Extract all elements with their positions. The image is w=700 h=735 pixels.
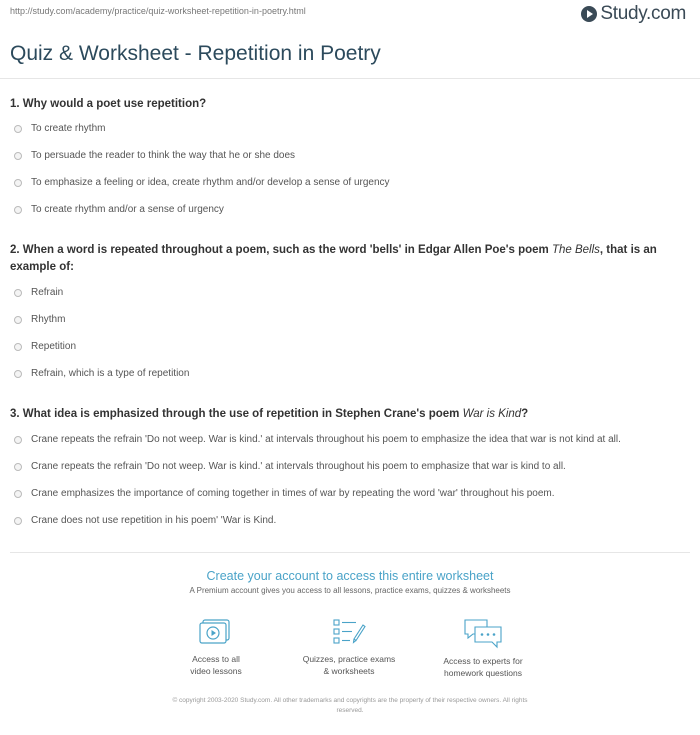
radio-icon[interactable] bbox=[14, 463, 22, 471]
radio-icon[interactable] bbox=[14, 316, 22, 324]
question-3-option-2[interactable]: Crane repeats the refrain 'Do not weep. War is kind.' at intervals throughout his poem to emphasize that war is kind to all. bbox=[14, 461, 566, 472]
radio-icon[interactable] bbox=[14, 517, 22, 525]
radio-icon[interactable] bbox=[14, 370, 22, 378]
copyright: © copyright 2003-2020 Study.com. All other trademarks and copyrights are the property of their respective owners. All rights reserved. bbox=[172, 697, 528, 714]
question-1-option-4[interactable]: To create rhythm and/or a sense of urgency bbox=[14, 204, 224, 215]
quiz-checklist-icon bbox=[332, 617, 366, 647]
logo-text: Study.com bbox=[600, 3, 686, 24]
question-2: 2. When a word is repeated throughout a poem, such as the word 'bells' in Edgar Allen Poe's poem The Bells, that is an example of: bbox=[10, 244, 657, 273]
cta-subtitle: A Premium account gives you access to all lessons, practice exams, quizzes & worksheets bbox=[189, 586, 511, 595]
question-2-option-1[interactable]: Refrain bbox=[14, 287, 63, 298]
question-1: 1. Why would a poet use repetition? bbox=[10, 98, 207, 110]
question-2-option-4[interactable]: Refrain, which is a type of repetition bbox=[14, 368, 189, 379]
radio-icon[interactable] bbox=[14, 289, 22, 297]
cta-title[interactable]: Create your account to access this entire worksheet bbox=[206, 569, 494, 583]
radio-icon[interactable] bbox=[14, 206, 22, 214]
question-1-option-3[interactable]: To emphasize a feeling or idea, create rhythm and/or develop a sense of urgency bbox=[14, 177, 390, 188]
question-3-option-3[interactable]: Crane emphasizes the importance of coming together in times of war by repeating the word 'war' throughout his poem. bbox=[14, 488, 555, 499]
page-url: http://study.com/academy/practice/quiz-worksheet-repetition-in-poetry.html bbox=[10, 6, 306, 16]
study-logo[interactable] bbox=[581, 3, 686, 25]
radio-icon[interactable] bbox=[14, 436, 22, 444]
feature-experts: Access to experts for homework questions bbox=[418, 617, 548, 679]
radio-icon[interactable] bbox=[14, 152, 22, 160]
question-2-option-3[interactable]: Repetition bbox=[14, 341, 76, 352]
page-title: Quiz & Worksheet - Repetition in Poetry bbox=[10, 42, 381, 65]
radio-icon[interactable] bbox=[14, 179, 22, 187]
section-divider bbox=[10, 552, 690, 553]
feature-video-lessons: Access to all video lessons bbox=[151, 617, 281, 677]
top-bar bbox=[0, 0, 700, 30]
chat-bubbles-icon bbox=[463, 617, 503, 649]
radio-icon[interactable] bbox=[14, 343, 22, 351]
question-3: 3. What idea is emphasized through the use of repetition in Stephen Crane's poem War is Kind? bbox=[10, 408, 529, 420]
feature-quizzes: Quizzes, practice exams & worksheets bbox=[284, 617, 414, 677]
question-3-option-1[interactable]: Crane repeats the refrain 'Do not weep. War is kind.' at intervals throughout his poem to emphasize the idea that war is not kind at all. bbox=[14, 434, 621, 445]
radio-icon[interactable] bbox=[14, 490, 22, 498]
question-2-option-2[interactable]: Rhythm bbox=[14, 314, 65, 325]
video-lesson-icon bbox=[199, 617, 233, 647]
radio-icon[interactable] bbox=[14, 125, 22, 133]
question-1-option-1[interactable]: To create rhythm bbox=[14, 123, 105, 134]
title-divider bbox=[0, 78, 700, 79]
play-circle-icon bbox=[581, 6, 597, 22]
question-1-option-2[interactable]: To persuade the reader to think the way that he or she does bbox=[14, 150, 295, 161]
question-3-option-4[interactable]: Crane does not use repetition in his poem' 'War is Kind. bbox=[14, 515, 276, 526]
